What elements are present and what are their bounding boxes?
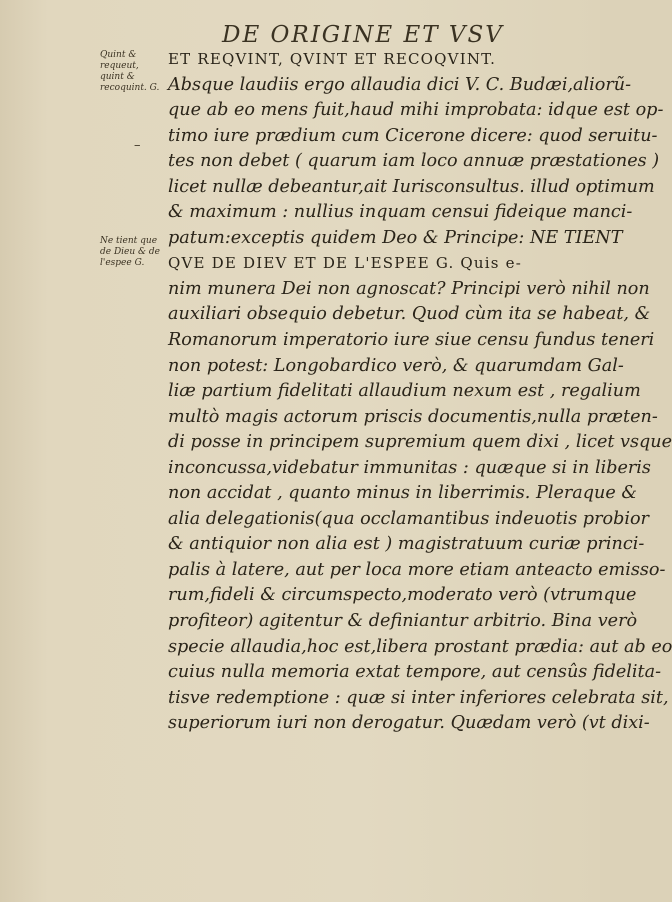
text-line: timo iure prædium cum Cicerone dicere: quod seruitu- [168, 125, 658, 146]
text-line: ET REQVINT, QVINT ET RECOQVINT. [168, 50, 497, 68]
text-line: QVE DE DIEV ET DE L'ESPEE G. Quis e- [168, 254, 522, 273]
text-line: non accidat , quanto minus in liberrimis. Pleraque & [168, 483, 638, 504]
text-line: cuius nulla memoria extat tempore, aut censûs fidelita- [168, 662, 662, 683]
text-line: specie allaudia,hoc est,libera prostant prædia: aut ab eo [168, 636, 672, 657]
text-line: rum,fideli & circumspecto,moderato verò (vtrumque [168, 585, 637, 606]
text-line: liæ partium fidelitati allaudium nexum est , regalium [168, 381, 641, 402]
text-line: alia delegationis(qua occlamantibus indeuotis probior [168, 508, 649, 529]
margin-note-tient: Ne tient que de Dieu & de l'espee G. [100, 236, 160, 268]
text-line: Romanorum imperatorio iure siue censu fundus teneri [168, 330, 655, 351]
text-line: & maximum : nullius inquam censui fideique manci- [168, 202, 633, 223]
text-line: auxiliari obsequio debetur. Quod cùm ita se habeat, & [168, 304, 651, 325]
text-line: multò magis actorum priscis documentis,nulla præten- [168, 406, 658, 427]
running-head: DE ORIGINE ET VSV [222, 22, 504, 48]
text-line: patum:exceptis quidem Deo & Principe: NE TIENT [168, 227, 623, 248]
text-line: inconcussa,videbatur immunitas : quæque si in liberis [168, 457, 651, 478]
text-line: superiorum iuri non derogatur. Quædam verò (vt dixi- [168, 713, 650, 734]
text-line: tes non debet ( quarum iam loco annuæ præstationes ) [168, 151, 660, 172]
text-line: non potest: Longobardico verò, & quarumdam Gal- [168, 355, 624, 376]
text-line: que ab eo mens fuit,haud mihi improbata: idque est op- [168, 100, 664, 121]
text-line: palis à latere, aut per loca more etiam anteacto emisso- [168, 559, 666, 580]
body-text [168, 47, 672, 737]
text-line: Absque laudiis ergo allaudia dici V. C. Budæi,aliorũ- [168, 74, 632, 95]
margin-note-quint: Quint & requeut, quint & recoquint. G. [100, 50, 160, 93]
text-line: profiteor) agitentur & definiantur arbitrio. Bina verò [168, 611, 638, 632]
margin-mark: – [134, 138, 141, 153]
text-line: di posse in principem supremium quem dixi , licet vsque [168, 432, 672, 453]
text-line: nim munera Dei non agnoscat? Principi verò nihil non [168, 278, 650, 299]
text-line: licet nullæ debeantur,ait Iurisconsultus. illud optimum [168, 176, 655, 197]
text-line: tisve redemptione : quæ si inter inferiores celebrata sit, [168, 687, 669, 708]
text-line: & antiquior non alia est ) magistratuum curiæ princi- [168, 534, 645, 555]
